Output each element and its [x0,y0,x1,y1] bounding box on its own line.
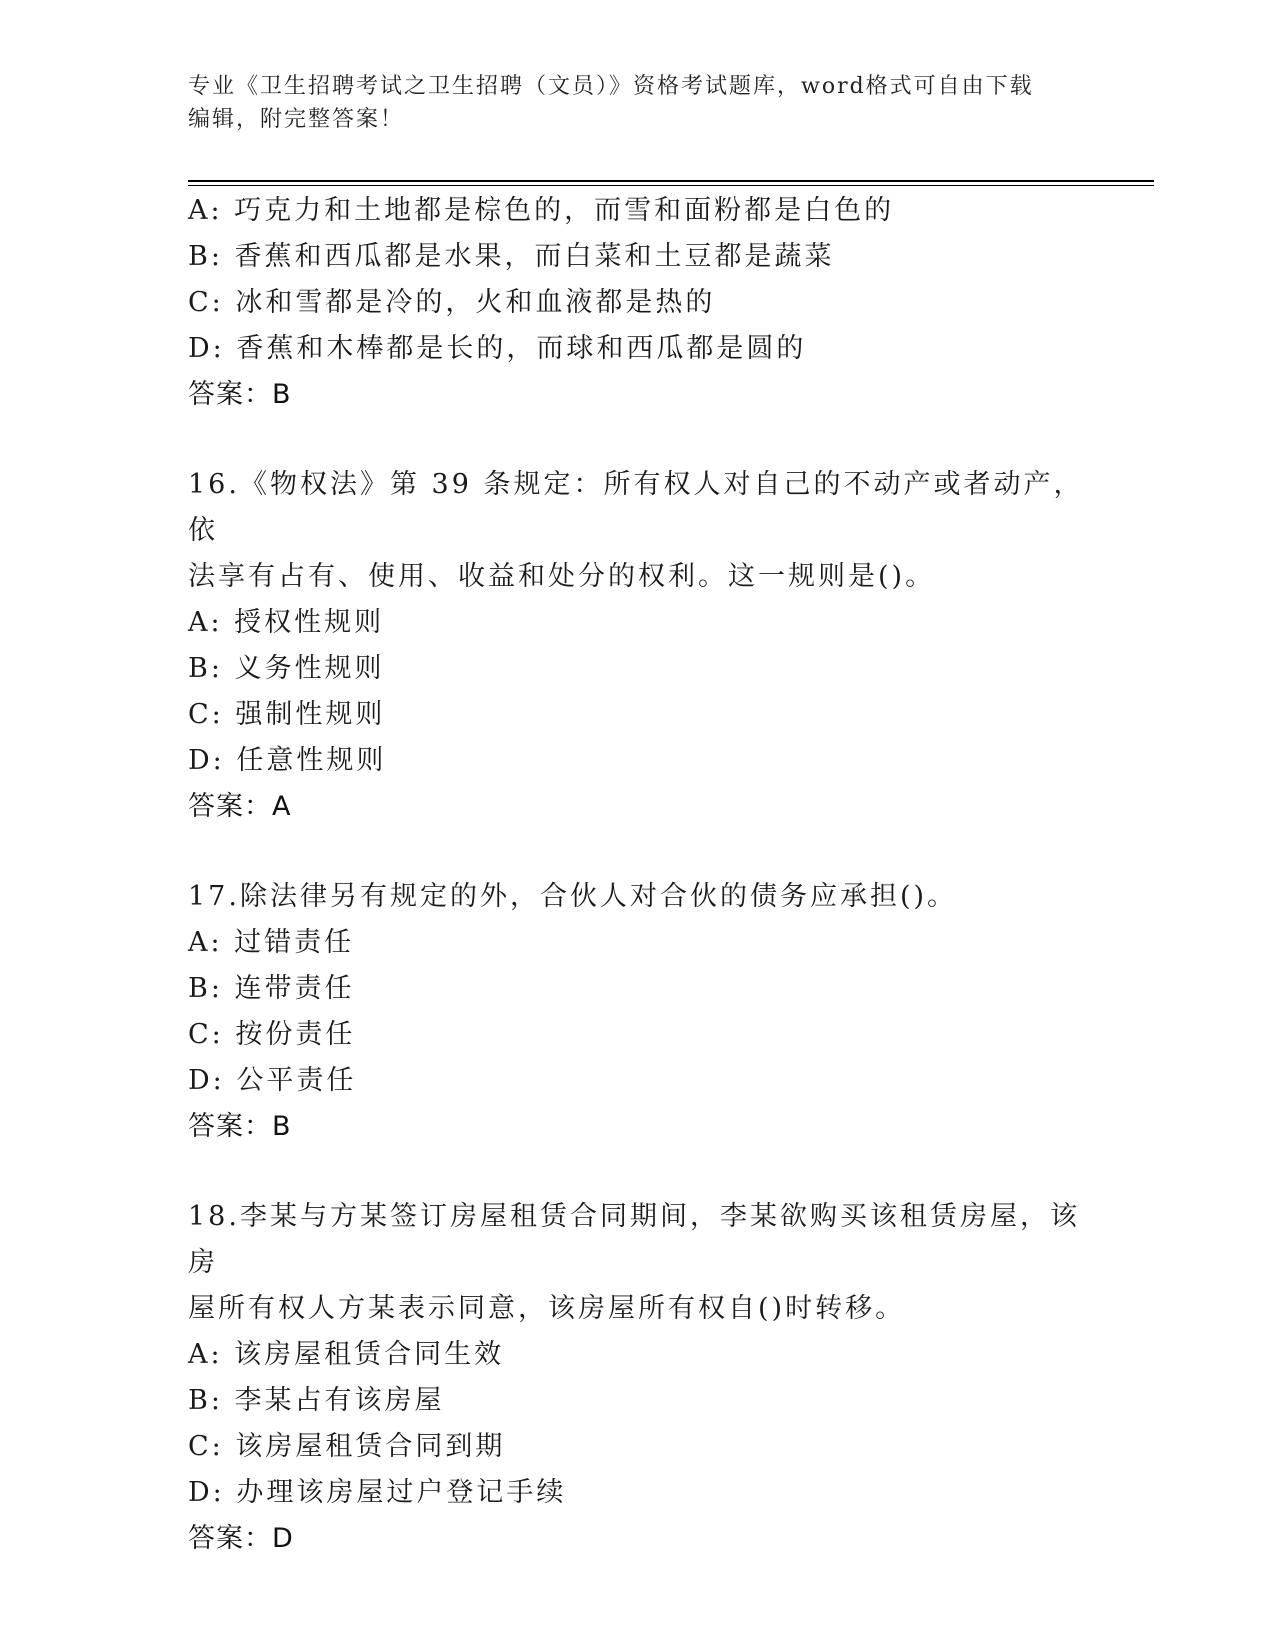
option-d: D: 办理该房屋过户登记手续 [188,1477,567,1508]
option-b: B: 连带责任 [188,973,355,1004]
option-c: C: 该房屋租赁合同到期 [188,1431,506,1462]
option-d: D: 香蕉和木棒都是长的，而球和西瓜都是圆的 [188,333,807,364]
question-stem-line-1: 17.除法律另有规定的外，合伙人对合伙的债务应承担()。 [188,881,958,912]
document-header [188,70,1088,136]
option-c: C: 强制性规则 [188,699,386,730]
option-a: A: 过错责任 [188,927,355,958]
spacer [188,1150,1108,1194]
spacer [188,418,1108,462]
option-a: A: 该房屋租赁合同生效 [188,1339,505,1370]
option-a: A: 授权性规则 [188,607,385,638]
header-line-2: 编辑，附完整答案！ [188,107,405,132]
option-d: D: 任意性规则 [188,745,387,776]
header-line-1: 专业《卫生招聘考试之卫生招聘（文员）》资格考试题库，word格式可自由下载 [188,74,1034,99]
option-b: B: 李某占有该房屋 [188,1385,445,1416]
option-b: B: 义务性规则 [188,653,385,684]
question-18 [188,1194,1108,1562]
option-b: B: 香蕉和西瓜都是水果，而白菜和土豆都是蔬菜 [188,241,835,272]
header-divider-thick [188,180,1154,182]
option-c: C: 冰和雪都是冷的，火和血液都是热的 [188,287,716,318]
question-stem-line-1: 18.李某与方某签订房屋租赁合同期间，李某欲购买该租赁房屋，该房 [188,1201,1080,1278]
spacer [188,830,1108,874]
option-c: C: 按份责任 [188,1019,356,1050]
question-16 [188,462,1108,830]
answer: 答案：B [188,1111,292,1142]
option-a: A: 巧克力和土地都是棕色的，而雪和面粉都是白色的 [188,195,895,226]
question-stem-line-2: 屋所有权人方某表示同意，该房屋所有权自()时转移。 [188,1293,906,1324]
answer: 答案：D [188,1523,294,1554]
question-stem-line-2: 法享有占有、使用、收益和处分的权利。这一规则是()。 [188,561,936,592]
question-stem-line-1: 16.《物权法》第 39 条规定：所有权人对自己的不动产或者动产，依 [188,469,1084,546]
question-17 [188,874,1108,1150]
option-d: D: 公平责任 [188,1065,357,1096]
header-divider-thin [188,185,1154,186]
question-15 [188,188,1108,418]
answer: 答案：A [188,791,292,822]
answer: 答案：B [188,379,292,410]
question-list [188,188,1108,1562]
